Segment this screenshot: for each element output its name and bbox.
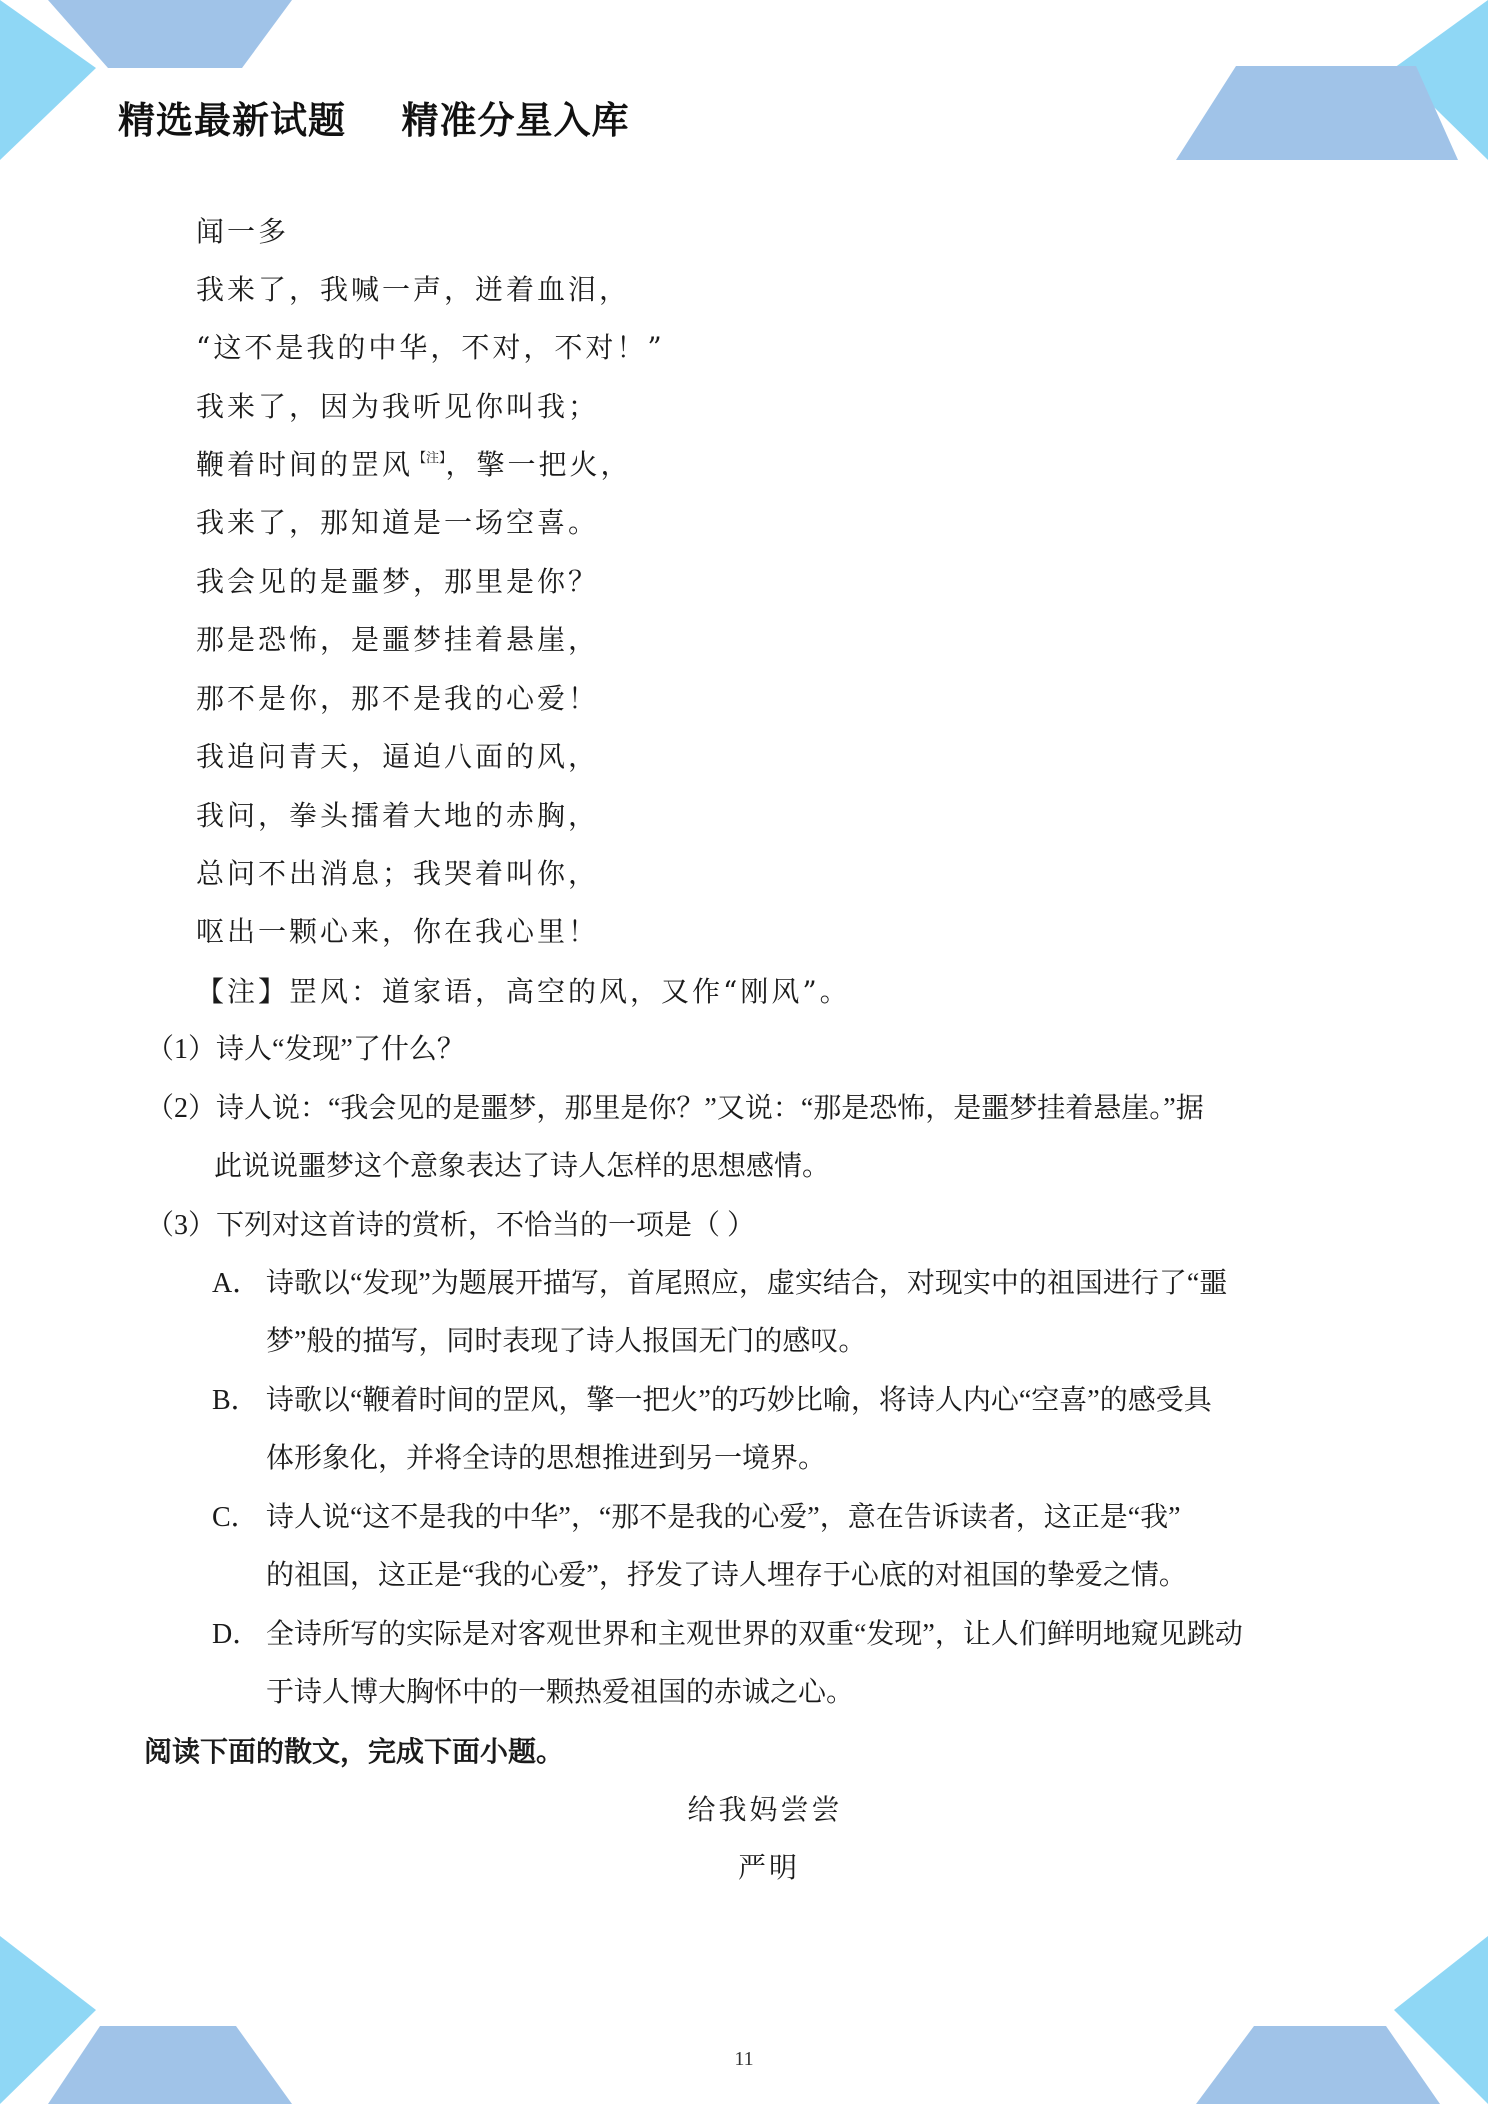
poem-line-11: 总问不出消息；我哭着叫你， [196,857,600,890]
poem-line-10: 我问，拳头擂着大地的赤胸， [196,799,600,832]
option-c-line-2: 的祖国，这正是“我的心爱”，抒发了诗人埋存于心底的对祖国的挚爱之情。 [266,1560,1187,1591]
poem-line-4 [196,445,632,491]
poem-author: 闻一多 [196,215,290,248]
page-number: 11 [734,2048,754,2070]
top-right-trapezoid [1176,66,1458,160]
poem-line-4-text: 鞭着时间的罡风 [196,448,414,481]
top-left-trapezoid [48,0,292,68]
bottom-right-triangle [1394,1936,1488,2104]
option-d-line-1: 全诗所写的实际是对客观世界和主观世界的双重“发现”，让人们鲜明地窥见跳动 [266,1619,1243,1650]
option-b-line-1: 诗歌以“鞭着时间的罡风，擎一把火”的巧妙比喻，将诗人内心“空喜”的感受具 [266,1385,1212,1416]
poem-line-4-rest: ，擎一把火， [445,448,632,481]
poem-line-3: 我来了，因为我听见你叫我； [196,390,600,423]
option-a-line-1: 诗歌以“发现”为题展开描写，首尾照应，虚实结合，对现实中的祖国进行了“噩 [266,1268,1228,1299]
option-d-line-2: 于诗人博大胸怀中的一颗热爱祖国的赤诚之心。 [266,1677,855,1708]
question-3: （3）下列对这首诗的赏析，不恰当的一项是（ ） [146,1210,756,1241]
option-a-letter: A． [212,1268,261,1299]
poem-line-8: 那不是你，那不是我的心爱！ [196,682,600,715]
question-2-line-2: 此说说噩梦这个意象表达了诗人怎样的思想感情。 [214,1151,831,1182]
poem-line-2: “这不是我的中华，不对，不对！” [196,331,665,364]
question-1: （1）诗人“发现”了什么？ [146,1034,465,1065]
essay-title: 给我妈尝尝 [687,1793,843,1826]
poem-line-7: 那是恐怖，是噩梦挂着悬崖， [196,623,600,656]
option-a-line-2: 梦”般的描写，同时表现了诗人报国无门的感叹。 [266,1326,867,1357]
header-title: 精选最新试题 精准分星入库 [118,99,630,142]
essay-author: 严明 [737,1851,800,1884]
option-d-letter: D． [212,1619,261,1650]
poem-line-5: 我来了，那知道是一场空喜。 [196,506,600,539]
option-c-line-1: 诗人说“这不是我的中华”，“那不是我的心爱”，意在告诉读者，这正是“我” [266,1502,1181,1533]
top-right-triangle [1394,0,1488,160]
option-b-letter: B． [212,1385,259,1416]
poem-note: 【注】罡风：道家语，高空的风，又作“刚风”。 [196,975,851,1008]
poem-line-6: 我会见的是噩梦，那里是你？ [196,565,600,598]
note-marker: 【注】 [413,451,446,466]
question-2-line-1: （2）诗人说：“我会见的是噩梦，那里是你？”又说：“那是恐怖，是噩梦挂着悬崖。”据 [146,1093,1204,1124]
bottom-left-triangle [0,1936,96,2104]
section-instruction: 阅读下面的散文，完成下面小题。 [144,1735,565,1768]
option-c-letter: C． [212,1502,259,1533]
top-left-triangle [0,0,96,160]
option-b-line-2: 体形象化，并将全诗的思想推进到另一境界。 [266,1443,827,1474]
poem-line-12: 呕出一颗心来，你在我心里！ [196,915,600,948]
poem-line-9: 我追问青天，逼迫八面的风， [196,740,600,773]
poem-line-1: 我来了，我喊一声，迸着血泪， [196,273,631,306]
